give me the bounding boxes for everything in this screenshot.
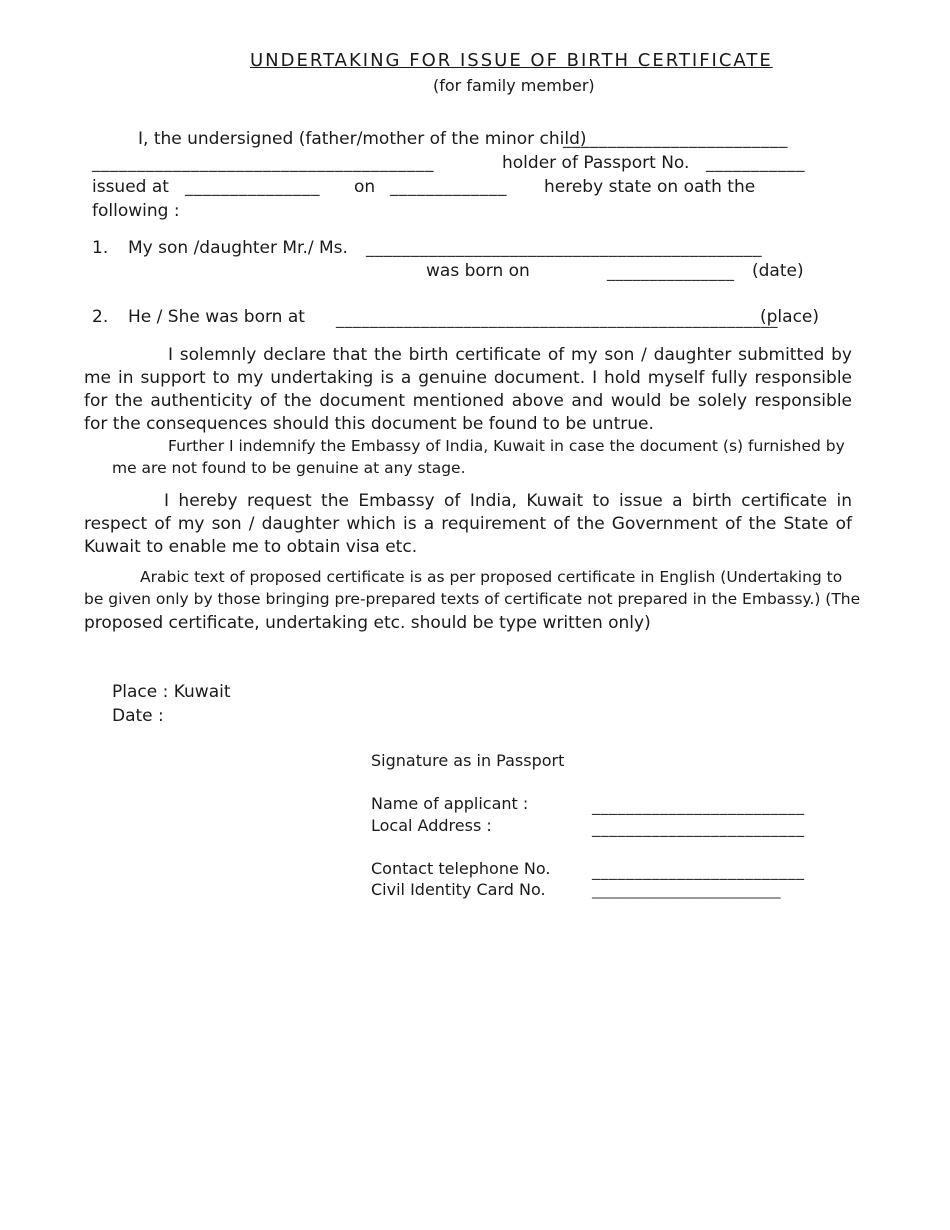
issue-date-blank: _____________ xyxy=(390,177,507,197)
applicant-name-label: Name of applicant : xyxy=(371,794,529,813)
following-label: following : xyxy=(92,201,180,221)
signature-label: Signature as in Passport xyxy=(371,751,565,770)
local-address-blank: _________________________ xyxy=(592,818,805,837)
item-1-label: My son /daughter Mr./ Ms. xyxy=(128,238,348,258)
place-line: Place : Kuwait xyxy=(112,682,231,702)
contact-phone-blank: _________________________ xyxy=(592,861,805,880)
date-suffix: (date) xyxy=(752,261,804,281)
indemnity-line-1: Further I indemnify the Embassy of India, Kuwait in case the document (s) furnished by xyxy=(168,437,845,455)
birth-date-blank: _______________ xyxy=(607,262,735,281)
issued-at-label: issued at xyxy=(92,177,169,197)
indemnity-line-2: me are not found to be genuine at any stage. xyxy=(112,459,466,477)
arabic-text-line-3: proposed certificate, undertaking etc. should be type written only) xyxy=(84,613,651,633)
applicant-name-blank: _________________________ xyxy=(592,796,805,815)
contact-phone-label: Contact telephone No. xyxy=(371,859,551,878)
on-label: on xyxy=(354,177,376,197)
document-title: UNDERTAKING FOR ISSUE OF BIRTH CERTIFICATE xyxy=(250,50,773,71)
born-on-label: was born on xyxy=(426,261,530,281)
item-2-number: 2. xyxy=(92,307,109,327)
passport-holder-label: holder of Passport No. xyxy=(502,153,690,173)
local-address-label: Local Address : xyxy=(371,816,492,835)
document-subtitle: (for family member) xyxy=(433,76,595,95)
declaration-paragraph: I solemnly declare that the birth certificate of my son / daughter submitted by me in support to my undertaking is a genuine document. I hold myself fully responsible for the authenticity of the document mentioned above and would be solely responsible for the consequences should this document be found to be untrue. xyxy=(84,345,852,434)
birth-place-blank: ____________________________________________________ xyxy=(336,309,778,328)
civil-id-blank: __________________________ xyxy=(592,883,781,899)
name-blank: _________________________ xyxy=(563,129,788,149)
arabic-text-line-1: Arabic text of proposed certificate is as per proposed certificate in English (Undertaking to xyxy=(140,568,843,586)
issued-at-blank: _______________ xyxy=(185,177,320,197)
date-line: Date : xyxy=(112,706,164,726)
item-1-number: 1. xyxy=(92,238,109,258)
civil-id-label: Civil Identity Card No. xyxy=(371,880,546,899)
request-paragraph: I hereby request the Embassy of India, Kuwait to issue a birth certificate in respect of my son / daughter which is a requirement of the Government of the State of Kuwait to enable me to obtain visa etc. xyxy=(84,491,852,557)
state-oath-label: hereby state on oath the xyxy=(544,177,756,197)
passport-number-blank: ___________ xyxy=(706,153,805,173)
arabic-text-line-2: be given only by those bringing pre-prepared texts of certificate not prepared in the Embassy.) (The xyxy=(84,590,861,608)
intro-text: I, the undersigned (father/mother of the minor child) xyxy=(138,129,587,149)
child-name-blank: ____________________________________________ xyxy=(366,238,762,258)
name-continuation-blank: ______________________________________ xyxy=(92,153,434,173)
place-suffix: (place) xyxy=(760,307,820,327)
item-2-label: He / She was born at xyxy=(128,307,305,327)
